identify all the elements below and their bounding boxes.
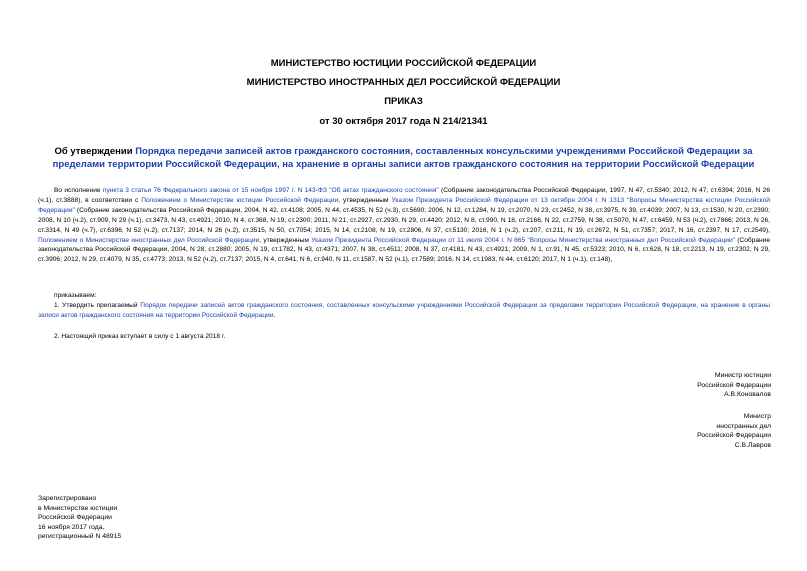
procedure-item-link[interactable]: Порядок передачи записей актов гражданского состояния, составленных консульскими учреждениями Российской Федерации за пределами территории Российской Федерации, на хранение в органы записи актов гражданского состояния на территории Российской Федерации xyxy=(38,302,770,319)
subject-prefix: Об утверждении xyxy=(54,146,136,157)
item-1-end: . xyxy=(273,311,276,319)
signature-line: Министр xyxy=(743,413,771,420)
item-2-paragraph xyxy=(38,332,770,342)
signature-line: Российской Федерации xyxy=(697,381,771,389)
preamble-text-3: , утвержденным xyxy=(338,196,392,204)
signature-line: С.В.Лавров xyxy=(734,441,771,449)
registration-line: Российской Федерации xyxy=(38,514,112,522)
order-word xyxy=(38,291,770,301)
item-2-text: 2. Настоящий приказ вступает в силу с 1 августа 2018 г. xyxy=(54,333,226,340)
signature-justice-minister xyxy=(697,371,771,400)
decree-1313-link[interactable]: Указом Президента Российской Федерации от 13 октября 2004 г. N 1313 "Вопросы Министерства юстиции Российской Федерации" xyxy=(38,196,770,214)
decree-865-link[interactable]: Указом Президента Российской Федерации от 11 июля 2004 г. N 865 "Вопросы Министерства иностранных дел Российской Федерации" xyxy=(311,236,735,244)
signature-line: иностранных дел xyxy=(716,422,771,430)
registration-line: 16 ноября 2017 года, xyxy=(38,523,105,531)
procedure-link[interactable]: Порядка передачи записей актов гражданского состояния, составленных консульскими учреждениями Российской Федерации за пределами территории Российской Федерации, на хранение в органы записи актов гражданского состояния на территории Российской Федерации xyxy=(52,146,755,170)
ministry-justice-heading: МИНИСТЕРСТВО ЮСТИЦИИ РОССИЙСКОЙ ФЕДЕРАЦИИ xyxy=(270,58,537,69)
justice-ministry-regulation-link[interactable]: Положением о Министерстве юстиции Российской Федерации xyxy=(141,196,339,204)
document-type-heading: ПРИКАЗ xyxy=(384,96,423,107)
preamble-paragraph xyxy=(38,186,770,265)
preamble-text-1: Во исполнение xyxy=(54,187,103,194)
signature-line: Российской Федерации xyxy=(697,432,771,440)
item-1-paragraph xyxy=(38,301,770,321)
preamble-text-2: (Собрание законодательства Российской Федерации, 1997, N 47, ст.5340; 2012, N 47, ст.6394; 2016, N 26 (ч.1), ст.3888), в соответствии с xyxy=(38,187,770,204)
ministry-foreign-heading: МИНИСТЕРСТВО ИНОСТРАННЫХ ДЕЛ РОССИЙСКОЙ ФЕДЕРАЦИИ xyxy=(246,77,561,88)
preamble-text-6: (Собрание законодательства Российской Федерации, 2004, N 28, ст.2880; 2005, N 19, ст.1782, N 43, ст.4371; 2007, N 38, ст.4511; 2008, N 37, ст.4181, N 43, ст.4921; 2009, N 1, ст.91, N 45, ст.5323; 2010, N 6, ст.628, N 18, ст.2213, N 19, ст.2302, N 29, ст.3906; 2012, N 29, ст.4079, N 35, ст.4773; 2013, N 52 (ч.2), ст.7137; 2015, N 4, ст.641, N 6, ст.940, N 11, ст.1587, N 52 (ч.1), ст.7589; 2016, N 14, ст.1983, N 44, ст.6120; 2017, N 1 (ч.1), ст.148), xyxy=(38,236,770,264)
registration-line: в Министерстве юстиции xyxy=(38,504,118,512)
item-1-number: 1. Утвердить прилагаемый xyxy=(54,302,141,309)
signature-foreign-minister xyxy=(697,412,771,450)
order-word-text: приказываем: xyxy=(54,292,97,299)
registration-line: регистрационный N 48915 xyxy=(38,533,122,541)
registration-line: Зарегистрировано xyxy=(38,495,97,502)
signature-line: Министр юстиции xyxy=(714,372,771,379)
preamble-text-4: (Собрание законодательства Российской Федерации, 2004, N 42, ст.4108; 2005, N 44, ст.4535, N 52 (ч.3), ст.5690; 2006, N 12, ст.1284, N 19, ст.2070, N 23, ст.2452, N 38, ст.3975, N 39, ст.4039; 2007, N 13, ст.1530, N 20, ст.2390; 2008, N 10 (ч.2), ст.909, N 29 (ч.1), ст.3473, N 43, ст.4921; 2010, N 4, ст.368, N 19, ст.2300; 2011, N 21, ст.2927, ст.2930, N 29, ст.4420; 2012, N 8, ст.990, N 18, ст.2166, N 22, ст.2759, N 38, ст.5070, N 47, ст.6459, N 53 (ч.2), ст.7866; 2013, N 26, ст.3314, N 49 (ч.7), ст.6396, N 52 (ч.2), ст.7137; 2014, N 26 (ч.2), ст.3515, N 50, ст.7054; 2015, N 14, ст.2108, N 19, ст.2806, N 37, ст.5130; 2016, N 1 (ч.2), ст.207, ст.211, N 19, ст.2672, N 51, ст.7357; 2017, N 16, ст.2397, N 17, ст.2549), xyxy=(38,206,770,234)
order-subject xyxy=(40,146,767,171)
preamble-text-5: , утвержденным xyxy=(259,236,312,244)
federal-law-link[interactable]: пункта 3 статьи 76 Федерального закона от 15 ноября 1997 г. N 143-ФЗ "Об актах гражданского состояния" xyxy=(102,187,439,194)
date-number-heading: от 30 октября 2017 года N 214/21341 xyxy=(319,116,488,127)
foreign-ministry-regulation-link[interactable]: Положением о Министерстве иностранных дел Российской Федерации xyxy=(38,236,260,244)
signature-line: А.В.Коновалов xyxy=(724,391,771,399)
registration-note xyxy=(38,494,121,542)
